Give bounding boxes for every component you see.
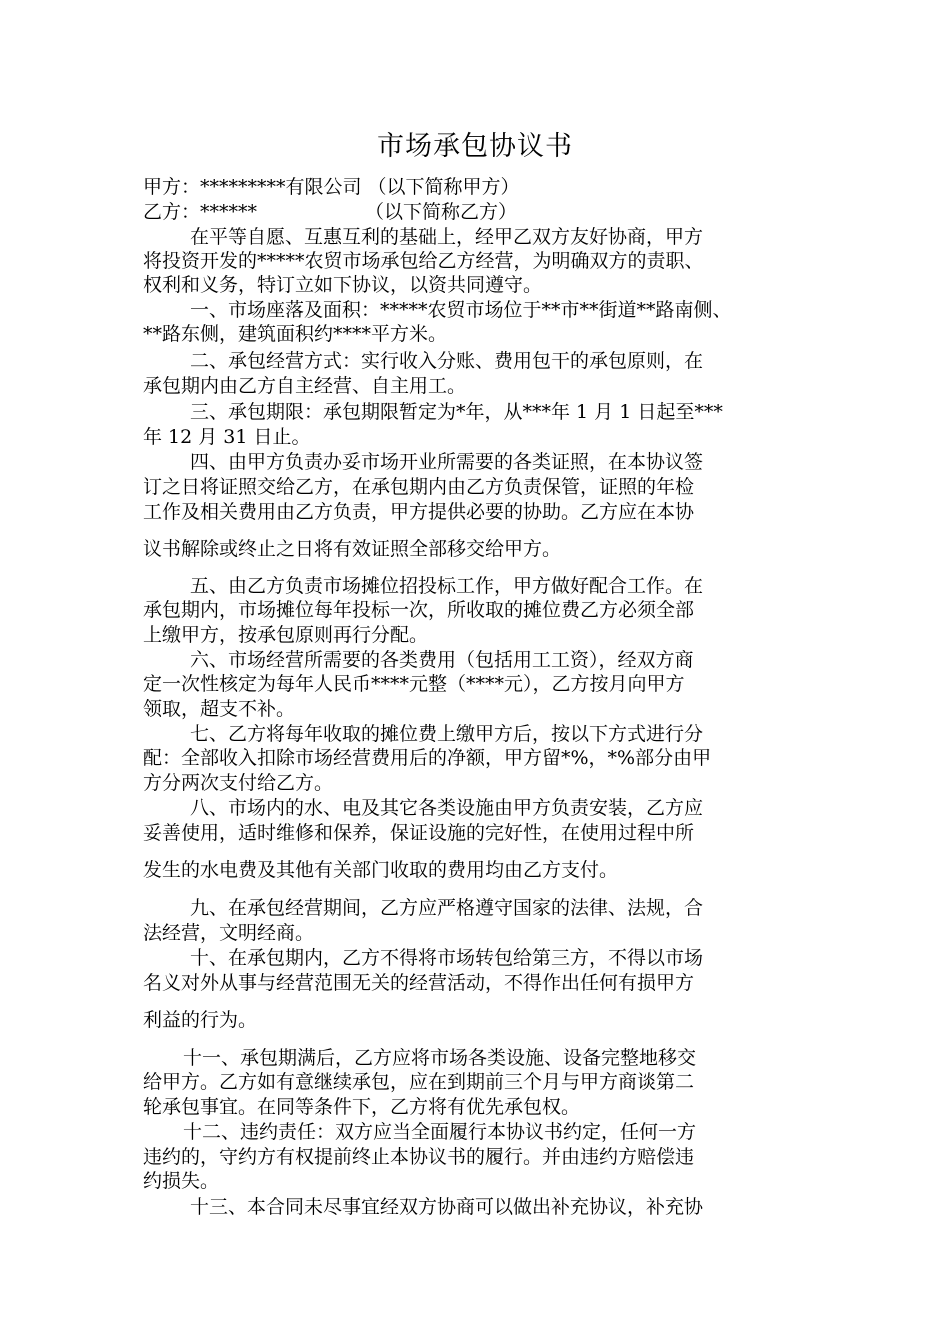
text-line: 工作及相关费用由乙方负责，甲方提供必要的协助。乙方应在本协: [143, 501, 695, 523]
text-line: 订之日将证照交给乙方，在承包期内由乙方负责保管，证照的年检: [143, 476, 695, 498]
text-line: 名义对外从事与经营范围无关的经营活动，不得作出任何有损甲方: [143, 972, 695, 994]
text-line: 权利和义务，特订立如下协议，以资共同遵守。: [143, 274, 543, 296]
party-b-name: 乙方：******: [143, 201, 258, 223]
text-line: 轮承包事宜。在同等条件下，乙方将有优先承包权。: [143, 1096, 581, 1118]
text-line: 九、在承包经营期间，乙方应严格遵守国家的法律、法规，合: [190, 897, 704, 919]
text-line: 八、市场内的水、电及其它各类设施由甲方负责安装，乙方应: [190, 797, 704, 819]
text-line: 五、由乙方负责市场摊位招投标工作，甲方做好配合工作。在: [190, 575, 704, 597]
text-line: 二、承包经营方式：实行收入分账、费用包干的承包原则，在: [190, 350, 704, 372]
text-line: 法经营，文明经商。: [143, 922, 315, 944]
text-line: 十二、违约责任：双方应当全面履行本协议书约定，任何一方: [183, 1121, 697, 1143]
text-line: 利益的行为。: [143, 1009, 258, 1031]
text-line: 议书解除或终止之日将有效证照全部移交给甲方。: [143, 538, 562, 560]
text-line: 一、市场座落及面积：*****农贸市场位于**市**街道**路南侧、: [190, 299, 732, 321]
text-line: 上缴甲方，按承包原则再行分配。: [143, 624, 429, 646]
text-line: **路东侧，建筑面积约****平方米。: [143, 323, 448, 345]
text-line: 配：全部收入扣除市场经营费用后的净额，甲方留*%，*%部分由甲: [143, 747, 712, 769]
text-line: 四、由甲方负责办妥市场开业所需要的各类证照，在本协议签: [190, 451, 704, 473]
text-line: 违约的，守约方有权提前终止本协议书的履行。并由违约方赔偿违: [143, 1146, 695, 1168]
text-line: 妥善使用，适时维修和保养，保证设施的完好性，在使用过程中所: [143, 822, 695, 844]
text-line: 给甲方。乙方如有意继续承包，应在到期前三个月与甲方商谈第二: [143, 1071, 695, 1093]
text-line: 十三、本合同未尽事宜经双方协商可以做出补充协议，补充协: [190, 1196, 704, 1218]
text-line: 承包期内由乙方自主经营、自主用工。: [143, 375, 467, 397]
text-line: 六、市场经营所需要的各类费用（包括用工工资），经双方商: [190, 649, 694, 671]
text-line: 三、承包期限：承包期限暂定为*年，从***年 1 月 1 日起至***: [190, 401, 723, 423]
text-line: 方分两次支付给乙方。: [143, 772, 334, 794]
text-line: 定一次性核定为每年人民币****元整（****元），乙方按月向甲方: [143, 673, 685, 695]
party-a-line: 甲方：*********有限公司 （以下简称甲方）: [143, 176, 520, 198]
document-title: 市场承包协议书: [377, 131, 573, 162]
text-line: 十一、承包期满后，乙方应将市场各类设施、设备完整地移交: [183, 1047, 697, 1069]
text-line: 领取，超支不补。: [143, 698, 296, 720]
text-line: 七、乙方将每年收取的摊位费上缴甲方后，按以下方式进行分: [190, 723, 704, 745]
text-line: 约损失。: [143, 1170, 220, 1192]
text-line: 将投资开发的*****农贸市场承包给乙方经营，为明确双方的责职、: [143, 250, 704, 272]
text-line: 在平等自愿、互惠互利的基础上，经甲乙双方友好协商，甲方: [190, 226, 704, 248]
party-b-note: （以下简称乙方）: [365, 201, 518, 223]
text-line: 发生的水电费及其他有关部门收取的费用均由乙方支付。: [143, 859, 619, 881]
party-b-line: [143, 200, 517, 224]
text-line: 年 12 月 31 日止。: [143, 426, 311, 448]
text-line: 承包期内，市场摊位每年投标一次，所收取的摊位费乙方必须全部: [143, 599, 695, 621]
text-line: 十、在承包期内，乙方不得将市场转包给第三方，不得以市场: [190, 947, 704, 969]
